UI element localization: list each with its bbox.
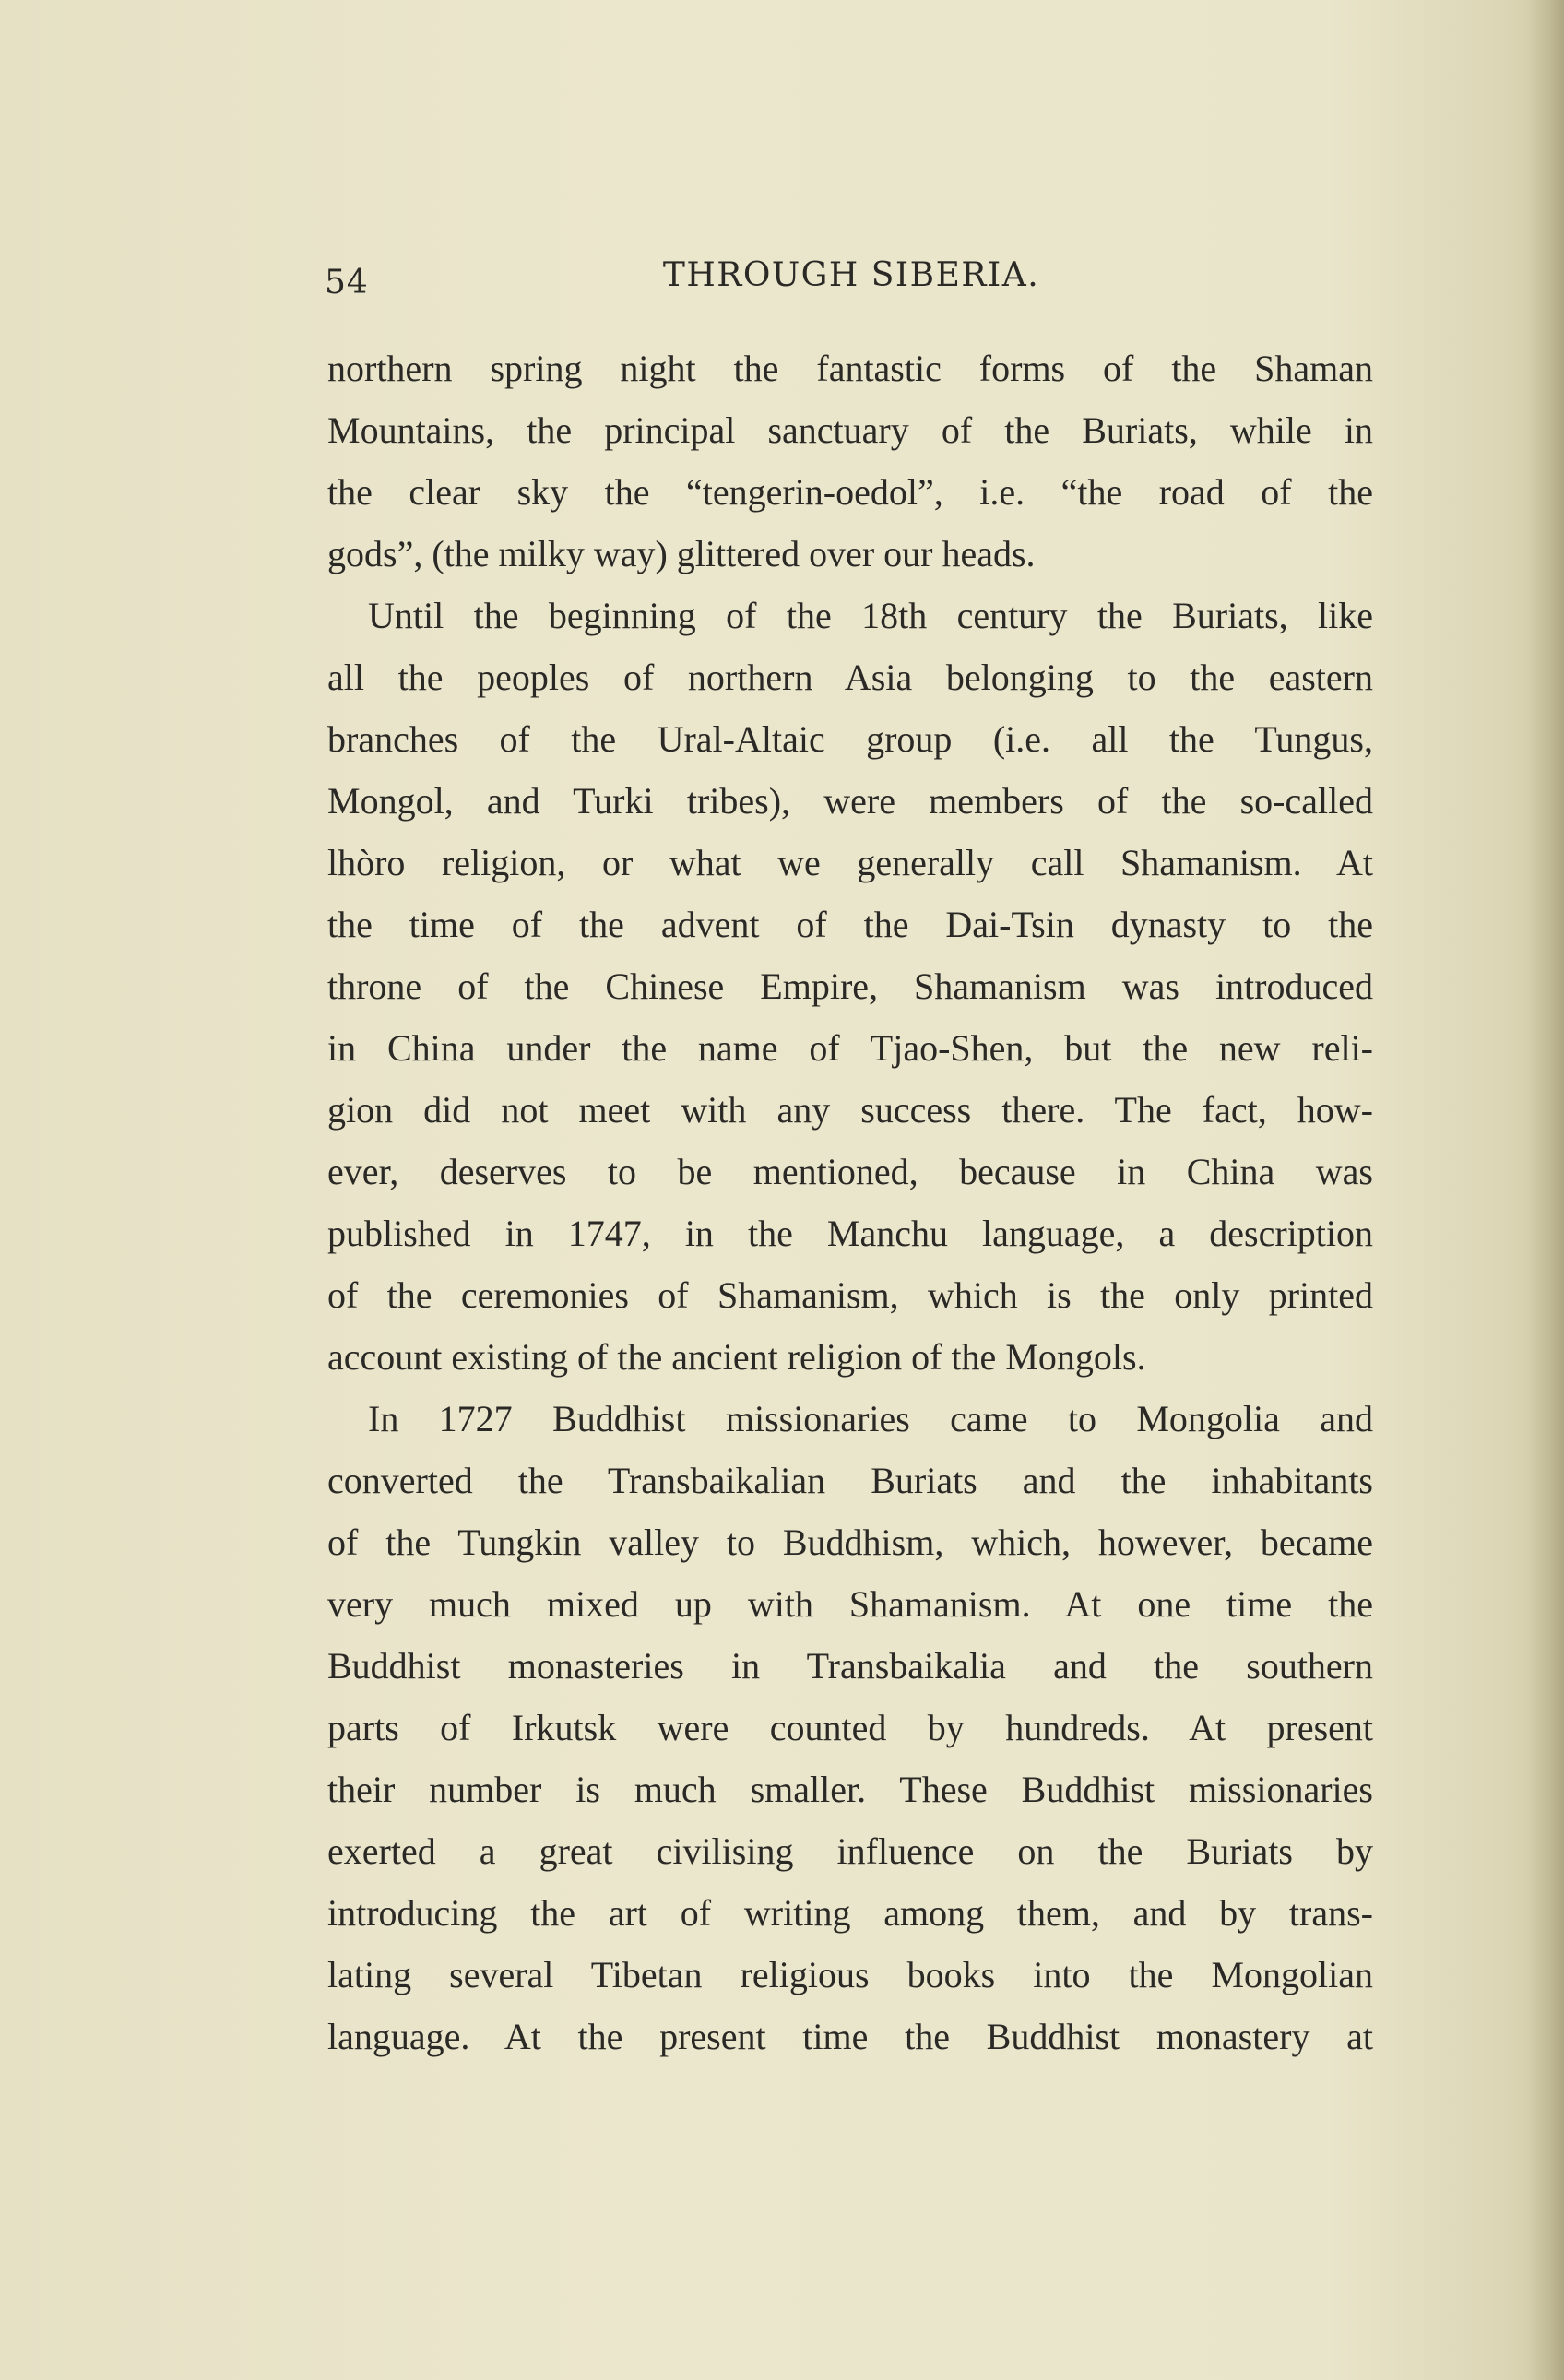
text-line: Mongol, and Turki tribes), were members of the so-called: [327, 780, 1373, 822]
text-line: all the peoples of northern Asia belonging to the eastern: [327, 657, 1373, 698]
running-head: THROUGH SIBERIA.: [662, 256, 1040, 294]
text-line: published in 1747, in the Manchu language, a description: [327, 1213, 1373, 1254]
text-line: In 1727 Buddhist missionaries came to Mongolia and: [368, 1398, 1373, 1439]
text-line: lating several Tibetan religious books into the Mongolian: [327, 1954, 1373, 1995]
page-number: 54: [325, 264, 369, 302]
text-line: gion did not meet with any success there. The fact, how-: [327, 1089, 1373, 1131]
text-line: northern spring night the fantastic forms of the Shaman: [327, 348, 1373, 389]
text-line: of the Tungkin valley to Buddhism, which, however, became: [327, 1522, 1373, 1563]
text-line: Buddhist monasteries in Transbaikalia and the southern: [327, 1645, 1373, 1687]
text-line: very much mixed up with Shamanism. At one time the: [327, 1583, 1373, 1625]
text-line: Until the beginning of the 18th century the Buriats, like: [368, 595, 1373, 636]
text-line: account existing of the ancient religion of the Mongols.: [327, 1336, 1146, 1378]
text-line: the time of the advent of the Dai-Tsin dynasty to the: [327, 904, 1373, 945]
text-line: the clear sky the “tengerin-oedol”, i.e. “the road of the: [327, 471, 1373, 513]
text-line: converted the Transbaikalian Buriats and the inhabitants: [327, 1460, 1373, 1501]
text-line: of the ceremonies of Shamanism, which is the only printed: [327, 1274, 1373, 1316]
text-line: Mountains, the principal sanctuary of the Buriats, while in: [327, 409, 1373, 451]
text-line: lhòro religion, or what we generally call Shamanism. At: [327, 842, 1373, 883]
text-line: gods”, (the milky way) glittered over our heads.: [327, 533, 1036, 574]
text-line: their number is much smaller. These Buddhist missionaries: [327, 1769, 1373, 1810]
page-header: [325, 256, 1378, 312]
text-line: parts of Irkutsk were counted by hundreds. At present: [327, 1707, 1373, 1748]
text-line: branches of the Ural-Altaic group (i.e. all the Tungus,: [327, 718, 1373, 760]
text-line: introducing the art of writing among them, and by trans-: [327, 1892, 1373, 1934]
page-edge-shadow: [1527, 0, 1564, 2380]
text-line: in China under the name of Tjao-Shen, but the new reli-: [327, 1027, 1373, 1069]
text-line: exerted a great civilising influence on the Buriats by: [327, 1830, 1373, 1872]
text-line: throne of the Chinese Empire, Shamanism was introduced: [327, 965, 1373, 1007]
body-text: [327, 337, 1373, 2067]
text-line: ever, deserves to be mentioned, because in China was: [327, 1151, 1373, 1192]
text-line: language. At the present time the Buddhist monastery at: [327, 2016, 1373, 2057]
